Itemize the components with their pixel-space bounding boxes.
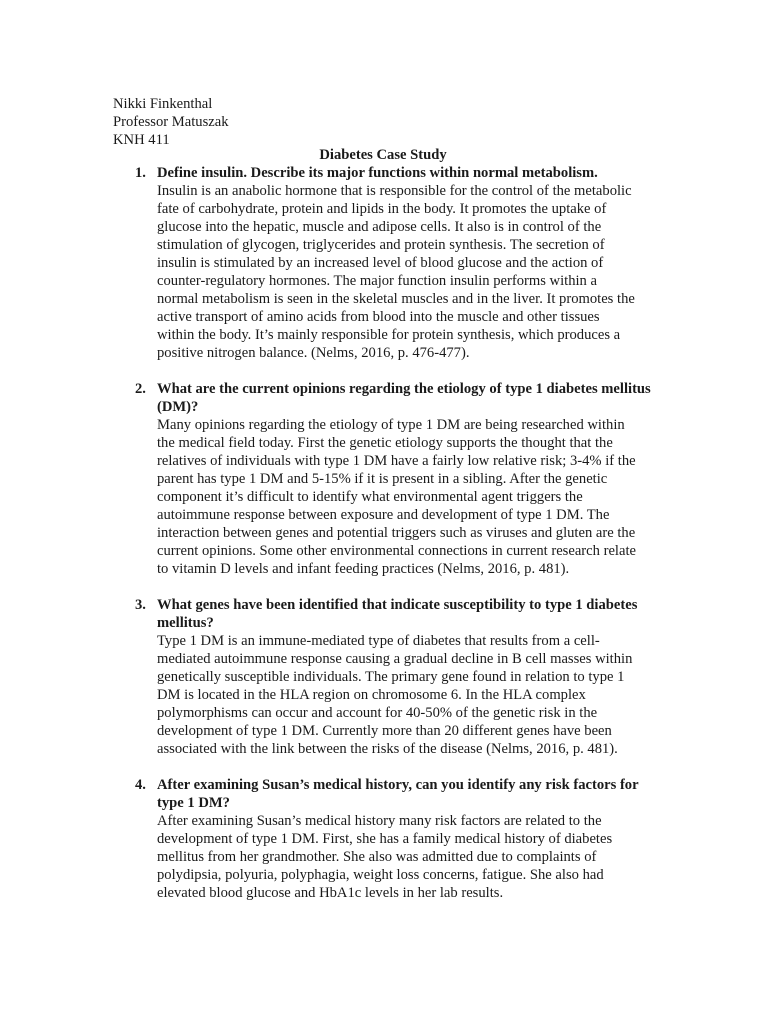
question-text: Define insulin. Describe its major functions within normal metabolism.	[157, 165, 598, 181]
answer-line: Type 1 DM is an immune-mediated type of diabetes that results from a cell-	[157, 633, 600, 649]
answer-line: development of type 1 DM. Currently more than 20 different genes have been	[157, 723, 612, 739]
answer-line: glucose into the hepatic, muscle and adipose cells. It also is in control of the	[157, 219, 602, 235]
answer-line: the medical field today. First the genetic etiology supports the thought that the	[157, 435, 613, 451]
answer-paragraph	[157, 182, 655, 362]
answer-line: fate of carbohydrate, protein and lipids in the body. It promotes the uptake of	[157, 201, 607, 217]
answer-line: Insulin is an anabolic hormone that is responsible for the control of the metabolic	[157, 183, 632, 199]
answer-line: parent has type 1 DM and 5-15% if it is present in a sibling. After the genetic	[157, 471, 608, 487]
answer-line: mediated autoimmune response causing a gradual decline in B cell masses within	[157, 651, 633, 667]
answer-line: positive nitrogen balance. (Nelms, 2016, p. 476-477).	[157, 345, 470, 361]
answer-line: insulin is stimulated by an increased level of blood glucose and the action of	[157, 255, 604, 271]
question-item	[135, 380, 655, 578]
answer-line: interaction between genes and potential triggers such as viruses and gluten are the	[157, 525, 636, 541]
professor-name: Professor Matuszak	[113, 114, 229, 130]
question-list	[135, 164, 655, 920]
answer-paragraph	[157, 632, 655, 758]
document-header	[113, 95, 229, 149]
answer-line: After examining Susan’s medical history many risk factors are related to the	[157, 813, 602, 829]
question-text: What genes have been identified that indicate susceptibility to type 1 diabetes mellitus?	[157, 597, 638, 631]
answer-line: relatives of individuals with type 1 DM have a fairly low relative risk; 3-4% if the	[157, 453, 636, 469]
answer-line: Many opinions regarding the etiology of type 1 DM are being researched within	[157, 417, 625, 433]
answer-line: DM is located in the HLA region on chromosome 6. In the HLA complex	[157, 687, 586, 703]
answer-line: within the body. It’s mainly responsible for protein synthesis, which produces a	[157, 327, 621, 343]
answer-line: normal metabolism is seen in the skeletal muscles and in the liver. It promotes the	[157, 291, 635, 307]
course-code: KNH 411	[113, 132, 170, 148]
answer-line: polymorphisms can occur and account for 40-50% of the genetic risk in the	[157, 705, 598, 721]
document-title-row	[0, 146, 768, 164]
author-name: Nikki Finkenthal	[113, 96, 213, 112]
answer-line: counter-regulatory hormones. The major function insulin performs within a	[157, 273, 597, 289]
answer-line: to vitamin D levels and infant feeding practices (Nelms, 2016, p. 481).	[157, 561, 570, 577]
answer-line: development of type 1 DM. First, she has a family medical history of diabetes	[157, 831, 613, 847]
question-item	[135, 164, 655, 362]
question-text: What are the current opinions regarding the etiology of type 1 diabetes mellitus (DM)?	[157, 381, 651, 415]
question-number: 1.	[135, 165, 146, 181]
answer-line: current opinions. Some other environmental connections in current research relate	[157, 543, 636, 559]
answer-line: component it’s difficult to identify what environmental agent triggers the	[157, 489, 583, 505]
answer-line: stimulation of glycogen, triglycerides and protein synthesis. The secretion of	[157, 237, 605, 253]
question-number: 4.	[135, 777, 146, 793]
question-number: 3.	[135, 597, 146, 613]
question-item	[135, 596, 655, 758]
document-title: Diabetes Case Study	[319, 147, 447, 163]
question-number: 2.	[135, 381, 146, 397]
answer-paragraph	[157, 812, 655, 902]
answer-line: genetically susceptible individuals. The primary gene found in relation to type 1	[157, 669, 625, 685]
answer-line: mellitus from her grandmother. She also was admitted due to complaints of	[157, 849, 597, 865]
answer-line: polydipsia, polyuria, polyphagia, weight loss concerns, fatigue. She also had	[157, 867, 604, 883]
answer-line: elevated blood glucose and HbA1c levels in her lab results.	[157, 885, 504, 901]
question-text: After examining Susan’s medical history, can you identify any risk factors for type 1 DM?	[157, 777, 639, 811]
answer-paragraph	[157, 416, 655, 578]
answer-line: associated with the link between the risks of the disease (Nelms, 2016, p. 481).	[157, 741, 618, 757]
answer-line: active transport of amino acids from blood into the muscle and other tissues	[157, 309, 600, 325]
answer-line: autoimmune response between exposure and development of type 1 DM. The	[157, 507, 610, 523]
question-item	[135, 776, 655, 902]
